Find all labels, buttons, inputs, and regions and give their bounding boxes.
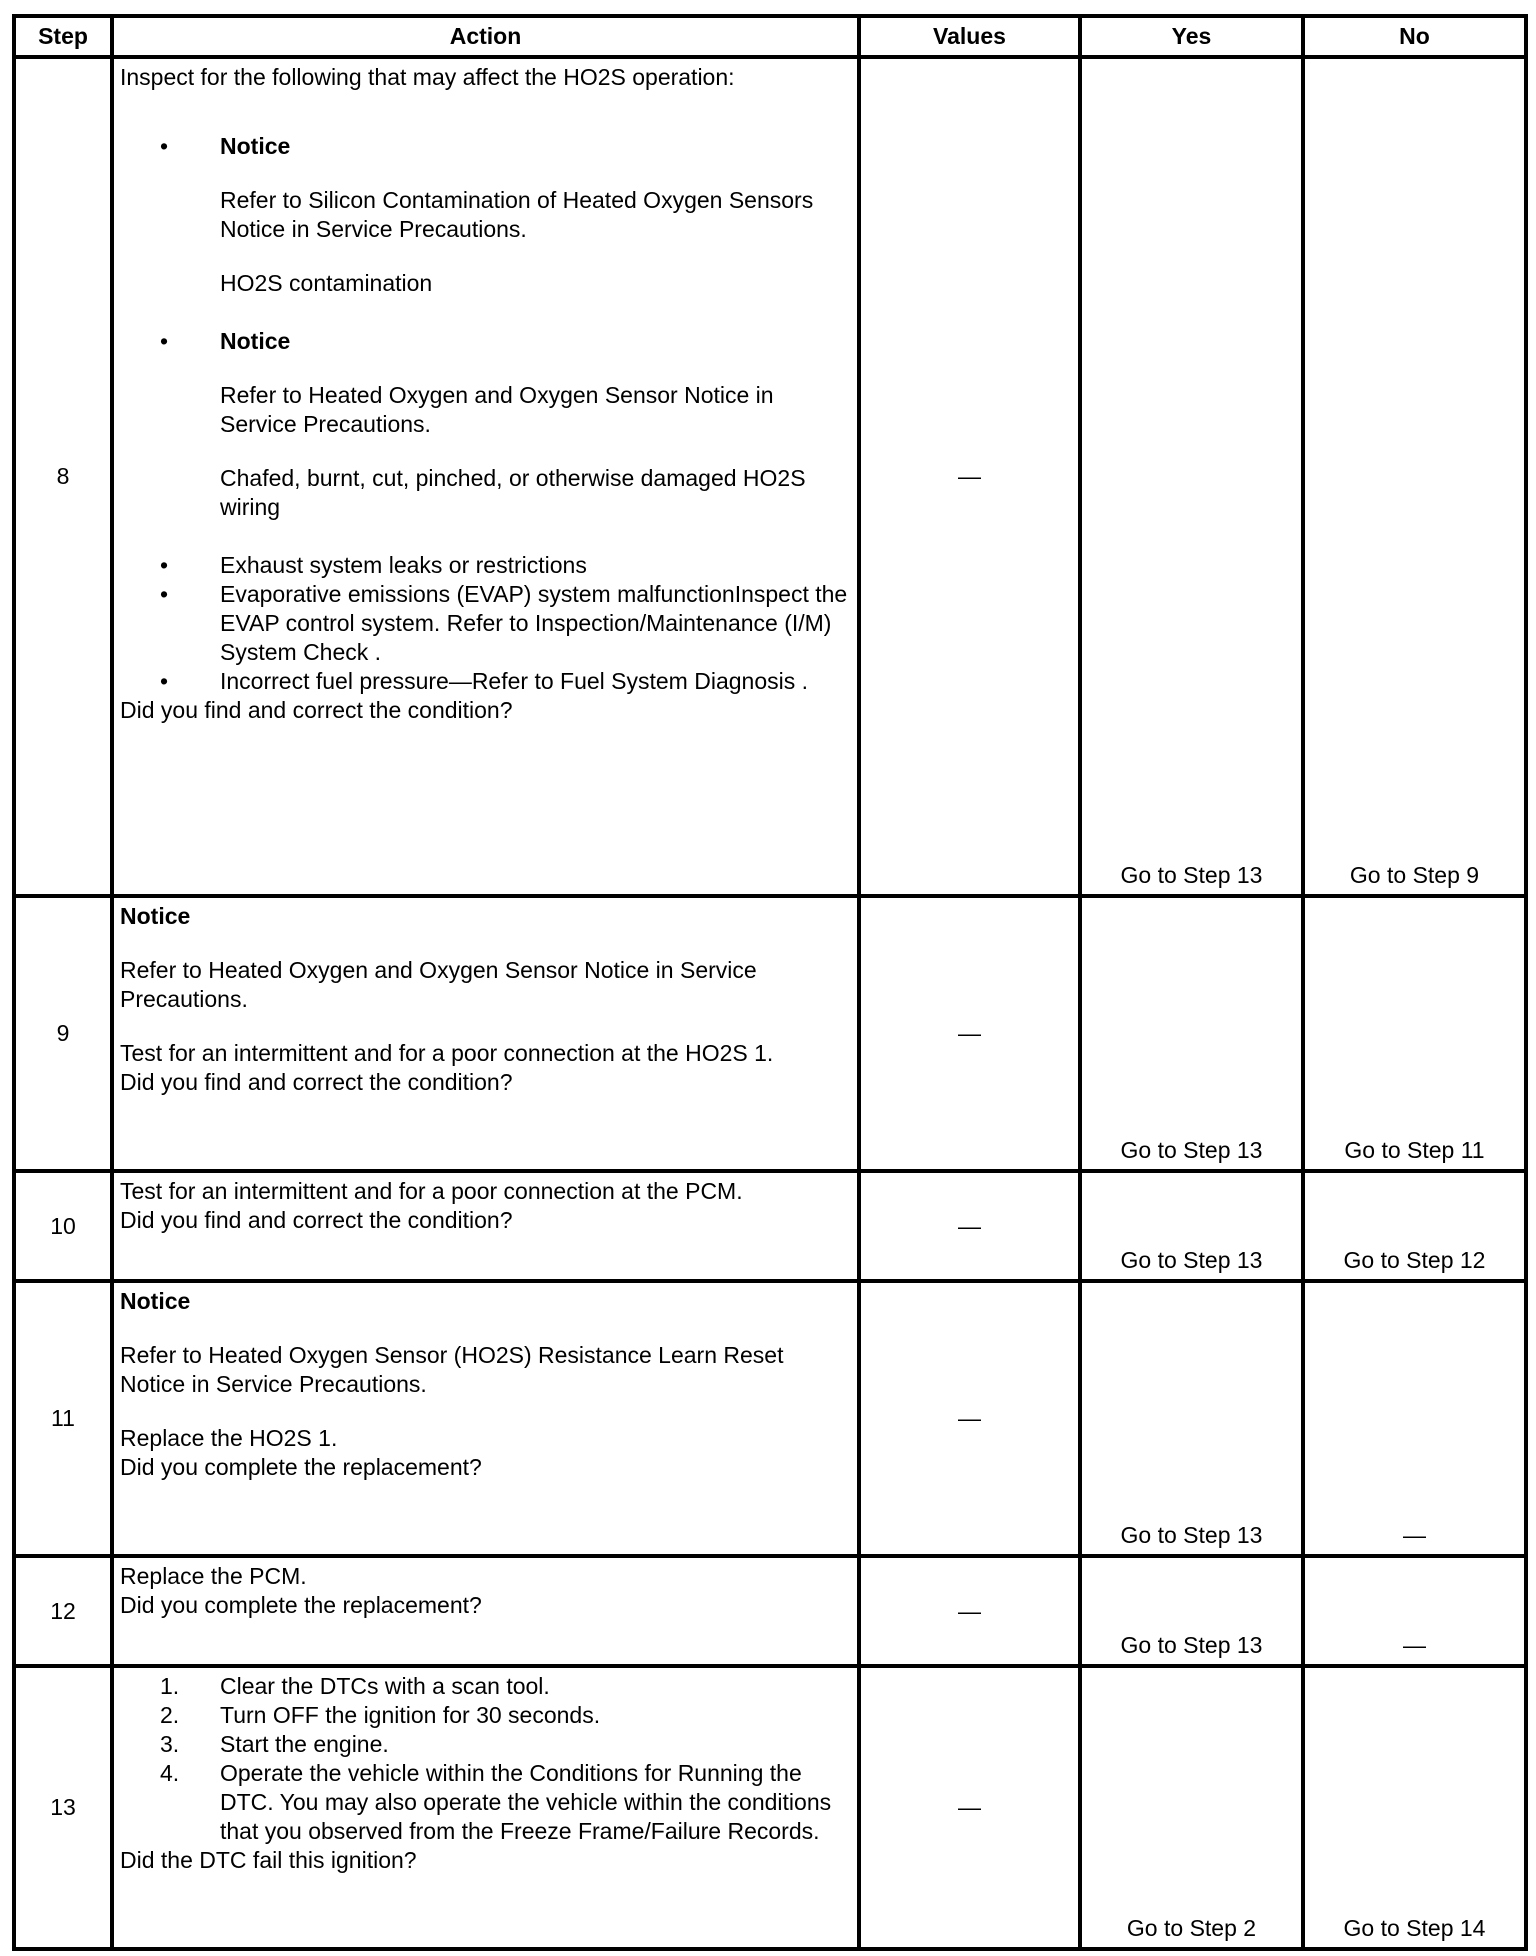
notice-label: Notice	[120, 903, 191, 929]
diagnostic-table	[12, 14, 1528, 1951]
numbered-list	[120, 1672, 851, 1846]
table-row	[14, 1281, 1526, 1556]
yes-cell	[1080, 896, 1303, 1171]
yes-link[interactable]: Go to Step 13	[1120, 1137, 1263, 1163]
action-question: Did you find and correct the condition?	[120, 1207, 513, 1233]
action-question: Did the DTC fail this ignition?	[120, 1847, 417, 1873]
step-number: 12	[14, 1556, 112, 1666]
action-text: Replace the PCM.	[120, 1563, 307, 1589]
values-cell: —	[859, 1666, 1080, 1949]
inspect-item: Exhaust system leaks or restrictions	[220, 552, 587, 578]
table-row	[14, 1666, 1526, 1949]
bullet: •	[160, 552, 169, 578]
values-cell: —	[859, 1281, 1080, 1556]
table-row	[14, 1171, 1526, 1281]
list-item: 4. Operate the vehicle within the Conditions for Running the DTC. You may also operate the vehicle within the conditions that you observed from the Freeze Frame/Failure Records.	[160, 1760, 832, 1844]
no-cell	[1303, 1666, 1526, 1949]
no-cell	[1303, 1556, 1526, 1666]
step-number: 10	[14, 1171, 112, 1281]
yes-cell	[1080, 1281, 1303, 1556]
yes-link[interactable]: Go to Step 13	[1120, 1632, 1263, 1658]
notice-label: Notice	[220, 328, 291, 354]
notice-text: Refer to Silicon Contamination of Heated Oxygen Sensors Notice in Service Precautions.	[220, 187, 814, 242]
action-text: Test for an intermittent and for a poor connection at the HO2S 1.	[120, 1040, 774, 1066]
no-link[interactable]: Go to Step 14	[1343, 1915, 1486, 1941]
action-question: Did you complete the replacement?	[120, 1592, 482, 1618]
bullet: •	[160, 581, 169, 607]
no-cell	[1303, 1281, 1526, 1556]
yes-link[interactable]: Go to Step 13	[1120, 1522, 1263, 1548]
header-no: No	[1303, 16, 1526, 57]
yes-link[interactable]: Go to Step 13	[1120, 862, 1263, 888]
list-item: 3. Start the engine.	[160, 1731, 389, 1757]
action-cell	[112, 57, 859, 896]
no-dash: —	[1403, 1632, 1426, 1658]
list-item: 2. Turn OFF the ignition for 30 seconds.	[160, 1702, 601, 1728]
notice-label: Notice	[220, 133, 291, 159]
values-cell: —	[859, 896, 1080, 1171]
values-cell: —	[859, 1171, 1080, 1281]
yes-link[interactable]: Go to Step 13	[1120, 1247, 1263, 1273]
no-link[interactable]: Go to Step 12	[1343, 1247, 1486, 1273]
header-row	[14, 16, 1526, 57]
table-row	[14, 896, 1526, 1171]
inspect-item: Evaporative emissions (EVAP) system malfunctionInspect the EVAP control system. Refer to Inspection/Maintenance (I/M) System Check .	[220, 581, 848, 665]
bullet: •	[160, 133, 169, 159]
bullet: •	[160, 668, 169, 694]
no-link[interactable]: Go to Step 9	[1349, 862, 1480, 888]
no-link[interactable]: Go to Step 11	[1344, 1137, 1485, 1163]
yes-cell	[1080, 1171, 1303, 1281]
action-text: Test for an intermittent and for a poor connection at the PCM.	[120, 1178, 743, 1204]
action-cell	[112, 1556, 859, 1666]
list-item: 1. Clear the DTCs with a scan tool.	[160, 1673, 550, 1699]
inspect-item: Chafed, burnt, cut, pinched, or otherwise damaged HO2S wiring	[220, 465, 806, 520]
inspect-item: HO2S contamination	[220, 270, 433, 296]
notice-text: Refer to Heated Oxygen and Oxygen Sensor Notice in Service Precautions.	[220, 382, 774, 437]
no-cell	[1303, 57, 1526, 896]
step-number: 11	[14, 1281, 112, 1556]
yes-cell	[1080, 1666, 1303, 1949]
header-values: Values	[859, 16, 1080, 57]
no-cell	[1303, 896, 1526, 1171]
no-cell	[1303, 1171, 1526, 1281]
yes-cell	[1080, 1556, 1303, 1666]
notice-label: Notice	[120, 1288, 191, 1314]
no-dash: —	[1403, 1522, 1426, 1548]
notice-text: Refer to Heated Oxygen Sensor (HO2S) Resistance Learn Reset Notice in Service Precautions.	[120, 1342, 784, 1397]
values-cell: —	[859, 1556, 1080, 1666]
yes-link[interactable]: Go to Step 2	[1126, 1915, 1257, 1941]
action-question: Did you complete the replacement?	[120, 1454, 482, 1480]
values-cell: —	[859, 57, 1080, 896]
action-question: Did you find and correct the condition?	[120, 697, 513, 723]
header-action: Action	[112, 16, 859, 57]
header-yes: Yes	[1080, 16, 1303, 57]
action-intro: Inspect for the following that may affect the HO2S operation:	[120, 64, 735, 90]
action-cell	[112, 896, 859, 1171]
step-number: 13	[14, 1666, 112, 1949]
table-row	[14, 1556, 1526, 1666]
action-cell	[112, 1666, 859, 1949]
action-cell	[112, 1281, 859, 1556]
bullet: •	[160, 328, 169, 354]
yes-cell	[1080, 57, 1303, 896]
notice-text: Refer to Heated Oxygen and Oxygen Sensor Notice in Service Precautions.	[120, 957, 757, 1012]
step-number: 9	[14, 896, 112, 1171]
action-cell	[112, 1171, 859, 1281]
inspect-item: Incorrect fuel pressure—Refer to Fuel System Diagnosis .	[220, 668, 809, 694]
action-question: Did you find and correct the condition?	[120, 1069, 513, 1095]
step-number: 8	[14, 57, 112, 896]
table-row	[14, 57, 1526, 896]
header-step: Step	[14, 16, 112, 57]
action-text: Replace the HO2S 1.	[120, 1425, 338, 1451]
